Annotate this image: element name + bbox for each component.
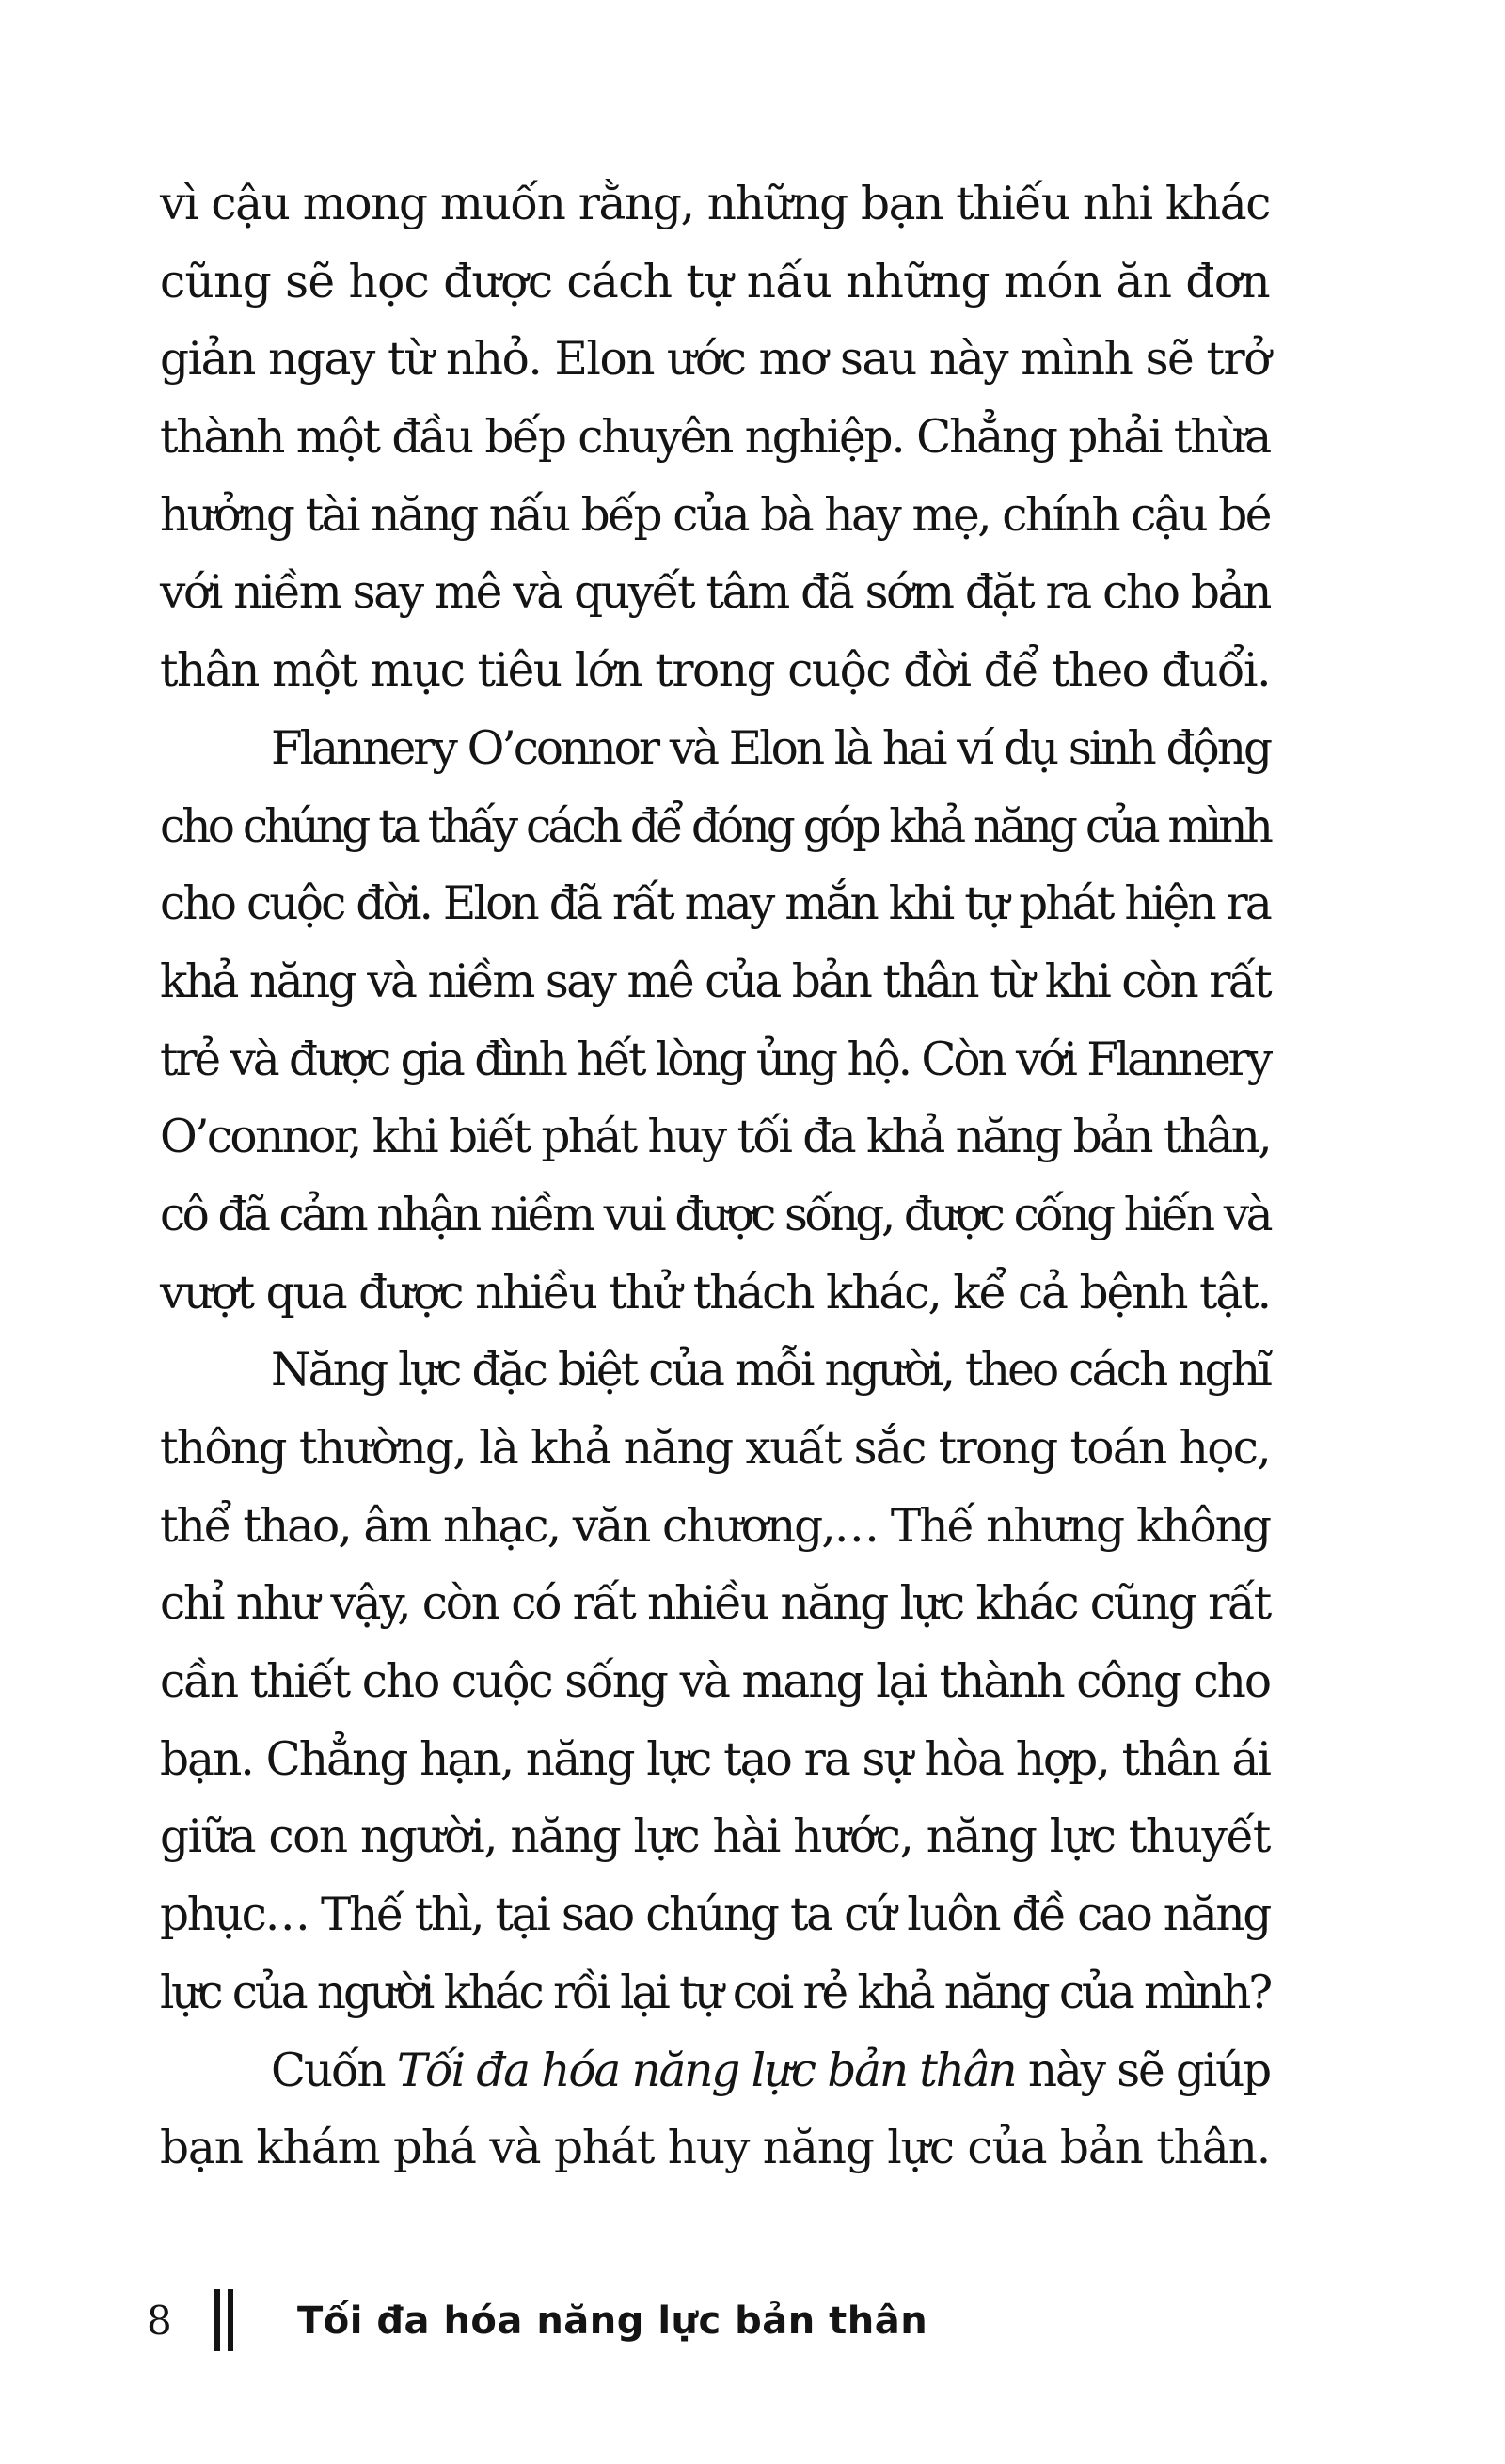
text-line: cho chúng ta thấy cách để đóng góp khả năng của mình xyxy=(160,799,1270,853)
text-line: thông thường, là khả năng xuất sắc trong toán học, xyxy=(160,1422,1270,1475)
text-line: với niềm say mê và quyết tâm đã sớm đặt ra cho bản xyxy=(160,566,1270,620)
text-line: O’connor, khi biết phát huy tối đa khả năng bản thân, xyxy=(160,1111,1270,1164)
page-footer xyxy=(147,2285,1181,2361)
text-line: cũng sẽ học được cách tự nấu những món ăn đơn xyxy=(160,255,1270,308)
text-run: Cuốn xyxy=(271,2044,397,2097)
text-line: Flannery O’connor và Elon là hai ví dụ sinh động xyxy=(271,721,1270,775)
text-line: vượt qua được nhiều thử thách khác, kể cả bệnh tật. xyxy=(160,1266,1270,1319)
text-line: chỉ như vậy, còn có rất nhiều năng lực khác cũng rất xyxy=(160,1577,1270,1631)
text-line: hưởng tài năng nấu bếp của bà hay mẹ, chính cậu bé xyxy=(160,488,1270,542)
paragraph-1 xyxy=(160,166,1270,710)
double-bar-separator xyxy=(214,2289,235,2351)
text-line: giữa con người, năng lực hài hước, năng lực thuyết xyxy=(160,1810,1270,1864)
text-line: vì cậu mong muốn rằng, những bạn thiếu nhi khác xyxy=(160,178,1270,230)
body-text xyxy=(160,166,1270,2188)
text-line: giản ngay từ nhỏ. Elon ước mơ sau này mình sẽ trở xyxy=(160,333,1270,387)
text-line: phục… Thế thì, tại sao chúng ta cứ luôn đề cao năng xyxy=(160,1888,1270,1942)
text-line: thân một mục tiêu lớn trong cuộc đời để theo đuổi. xyxy=(160,644,1270,698)
text-line: thành một đầu bếp chuyên nghiệp. Chẳng phải thừa xyxy=(160,411,1270,465)
paragraph-2 xyxy=(160,710,1270,1333)
text-line: cần thiết cho cuộc sống và mang lại thành công cho xyxy=(160,1655,1270,1709)
text-line: Năng lực đặc biệt của mỗi người, theo cách nghĩ xyxy=(271,1344,1270,1398)
page-number: 8 xyxy=(147,2298,172,2344)
running-title: Tối đa hóa năng lực bản thân xyxy=(297,2299,928,2343)
book-title-italic: Tối đa hóa năng lực bản thân xyxy=(396,2044,1016,2097)
separator-bar xyxy=(228,2289,233,2351)
paragraph-3 xyxy=(160,1332,1270,2031)
text-line: cô đã cảm nhận niềm vui được sống, được cống hiến và xyxy=(160,1188,1270,1241)
text-line: trẻ và được gia đình hết lòng ủng hộ. Còn với Flannery xyxy=(160,1033,1270,1086)
text-line: thể thao, âm nhạc, văn chương,… Thế nhưng không xyxy=(160,1499,1270,1553)
paragraph-4 xyxy=(160,2032,1270,2188)
text-line: lực của người khác rồi lại tự coi rẻ khả năng của mình? xyxy=(160,1966,1270,2019)
text-run: này sẽ giúp xyxy=(1015,2044,1270,2097)
text-line xyxy=(160,2032,1270,2110)
text-line: bạn. Chẳng hạn, năng lực tạo ra sự hòa hợp, thân ái xyxy=(160,1732,1270,1786)
separator-bar xyxy=(214,2289,220,2351)
text-line: cho cuộc đời. Elon đã rất may mắn khi tự phát hiện ra xyxy=(160,877,1270,931)
text-line: bạn khám phá và phát huy năng lực của bản thân. xyxy=(160,2122,1270,2175)
text-line: khả năng và niềm say mê của bản thân từ khi còn rất xyxy=(160,955,1270,1008)
